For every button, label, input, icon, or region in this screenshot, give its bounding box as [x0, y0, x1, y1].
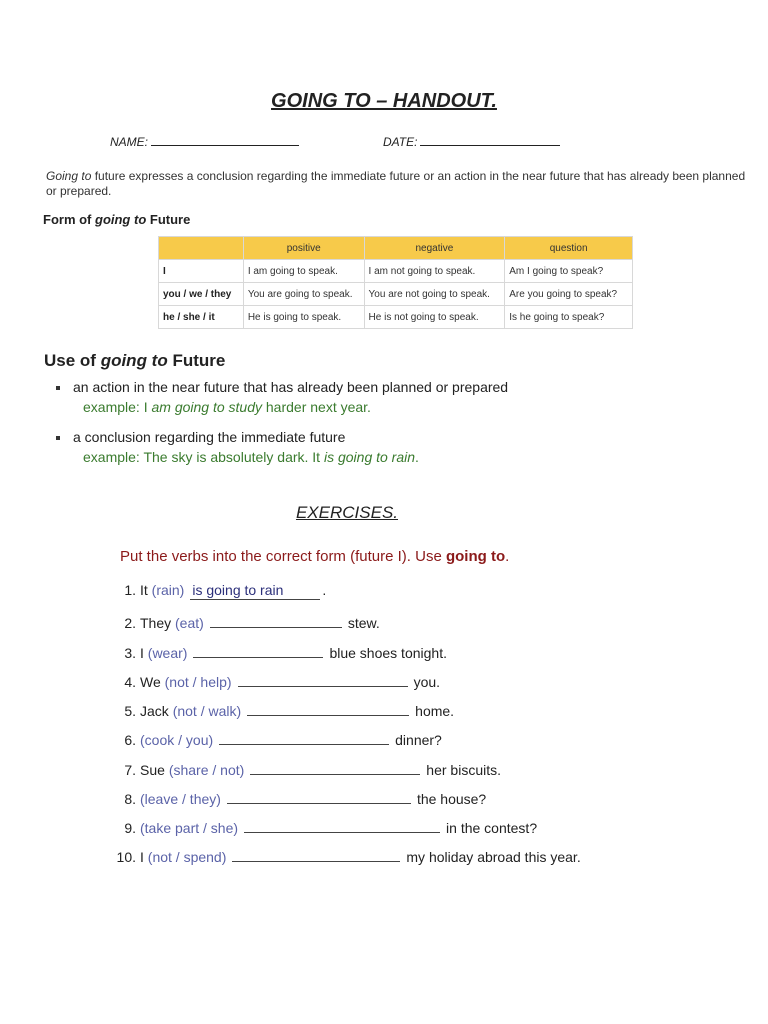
table-cell: You are going to speak.	[243, 283, 364, 306]
intro-paragraph	[46, 169, 751, 199]
exercise-subject: We	[140, 674, 165, 690]
exercise-subject: They	[140, 615, 176, 631]
exercise-number: 9.	[124, 820, 136, 836]
exercise-subject: Sue	[140, 762, 169, 778]
table-cell: He is going to speak.	[243, 306, 364, 329]
answer-field[interactable]	[227, 787, 411, 804]
exercise-verb: (eat)	[175, 615, 204, 631]
answer-field[interactable]	[244, 816, 440, 833]
form-heading-post: Future	[146, 212, 191, 227]
exercise-end: the house?	[416, 791, 487, 807]
answer-field[interactable]	[250, 758, 420, 775]
table-header-cell: positive	[243, 237, 364, 260]
exercise-end: her biscuits.	[426, 762, 501, 778]
grammar-table	[158, 236, 633, 329]
exercise-end: blue shoes tonight.	[329, 645, 447, 661]
exercise-number: 5.	[124, 703, 136, 719]
exercise-end: stew.	[347, 615, 380, 631]
exercise-item	[106, 670, 440, 690]
use-text: a conclusion regarding the immediate future	[73, 429, 346, 445]
exercise-item	[106, 728, 442, 748]
exercise-end: my holiday abroad this year.	[406, 849, 581, 865]
table-cell: he / she / it	[159, 306, 244, 329]
instruction-post: .	[505, 548, 510, 565]
exercise-end: home.	[415, 703, 455, 719]
exercise-subject: I	[140, 645, 148, 661]
table-row	[159, 306, 633, 329]
example-pre: example: The sky is absolutely dark. It	[83, 449, 324, 465]
bullet-square-icon	[56, 386, 60, 390]
use-heading-post: Future	[167, 351, 226, 370]
use-example	[83, 449, 756, 465]
use-example	[83, 399, 756, 415]
exercise-end: dinner?	[395, 732, 442, 748]
answer-field[interactable]	[219, 728, 389, 745]
exercise-verb: (cook / you)	[140, 732, 214, 748]
table-cell: Is he going to speak?	[505, 306, 633, 329]
exercise-verb: (not / walk)	[172, 703, 242, 719]
exercise-verb: (wear)	[147, 645, 188, 661]
table-cell: I am not going to speak.	[364, 260, 505, 283]
exercise-number: 3.	[124, 645, 136, 661]
answer-field[interactable]	[247, 699, 409, 716]
example-post: harder next year.	[262, 399, 371, 415]
exercise-number: 6.	[124, 732, 136, 748]
instruction-bold: going to	[445, 548, 506, 565]
date-field[interactable]	[383, 133, 560, 149]
exercise-item	[106, 641, 447, 661]
exercise-item	[106, 845, 581, 865]
form-heading-pre: Form of	[43, 212, 95, 227]
exercise-number: 4.	[124, 674, 136, 690]
name-field[interactable]	[110, 133, 299, 149]
example-italic: is going to rain	[323, 449, 416, 465]
example-italic: am going to study	[151, 399, 262, 415]
table-row	[159, 260, 633, 283]
exercise-number: 1.	[124, 582, 136, 598]
exercise-item	[106, 816, 537, 836]
page-title: GOING TO – HANDOUT.	[271, 90, 497, 112]
use-text: an action in the near future that has already been planned or prepared	[73, 379, 509, 395]
exercises-title: EXERCISES.	[295, 503, 399, 522]
exercise-subject: It	[140, 582, 152, 598]
exercise-item	[106, 758, 501, 778]
answer-field[interactable]	[232, 845, 400, 862]
table-cell: Are you going to speak?	[505, 283, 633, 306]
table-header-cell: question	[505, 237, 633, 260]
use-list	[56, 379, 756, 465]
answer-field[interactable]	[238, 670, 408, 687]
exercise-number: 7.	[124, 762, 136, 778]
exercise-item	[106, 787, 486, 807]
exercise-item	[106, 699, 454, 719]
example-pre: example: I	[83, 399, 152, 415]
exercise-end: you.	[413, 674, 441, 690]
table-cell: you / we / they	[159, 283, 244, 306]
exercise-number: 8.	[124, 791, 136, 807]
table-header-cell	[159, 237, 244, 260]
form-heading	[43, 212, 190, 227]
form-heading-italic: going to	[95, 212, 147, 227]
table-cell: You are not going to speak.	[364, 283, 505, 306]
table-cell: He is not going to speak.	[364, 306, 505, 329]
table-cell: Am I going to speak?	[505, 260, 633, 283]
exercise-verb: (take part / she)	[140, 820, 239, 836]
exercise-subject: I	[140, 849, 148, 865]
example-post: .	[415, 449, 419, 465]
use-heading-italic: going to	[100, 351, 168, 370]
exercise-end: .	[322, 582, 327, 598]
intro-italic: Going to	[46, 169, 92, 183]
answer-field[interactable]	[210, 611, 342, 628]
bullet-square-icon	[56, 436, 60, 440]
exercise-item	[106, 582, 326, 602]
exercise-number: 2.	[124, 615, 136, 631]
answer-field[interactable]	[193, 641, 323, 658]
answer-field[interactable]: is going to rain	[190, 582, 320, 600]
exercise-verb: (rain)	[151, 582, 185, 598]
exercise-verb: (not / spend)	[147, 849, 227, 865]
exercise-verb: (leave / they)	[140, 791, 221, 807]
date-blank[interactable]	[420, 133, 560, 146]
exercise-end: in the contest?	[446, 820, 538, 836]
name-blank[interactable]	[151, 133, 299, 146]
instruction-pre: Put the verbs into the correct form (future I). Use	[120, 548, 446, 565]
use-item	[56, 429, 756, 465]
intro-text: future expresses a conclusion regarding the immediate future or an action in the near future that has already been planned or prepared.	[46, 169, 746, 198]
table-header-cell: negative	[364, 237, 505, 260]
date-label: DATE:	[383, 135, 418, 149]
table-row	[159, 283, 633, 306]
exercise-item	[106, 611, 380, 631]
use-heading-pre: Use of	[44, 351, 101, 370]
table-cell: I	[159, 260, 244, 283]
instruction	[120, 548, 509, 565]
table-header-row	[159, 237, 633, 260]
exercise-verb: (share / not)	[168, 762, 245, 778]
table-cell: I am going to speak.	[243, 260, 364, 283]
use-heading	[44, 351, 225, 371]
name-label: NAME:	[110, 135, 149, 149]
exercise-number: 10.	[116, 849, 136, 865]
use-item	[56, 379, 756, 415]
exercise-subject: Jack	[140, 703, 173, 719]
exercise-verb: (not / help)	[164, 674, 232, 690]
